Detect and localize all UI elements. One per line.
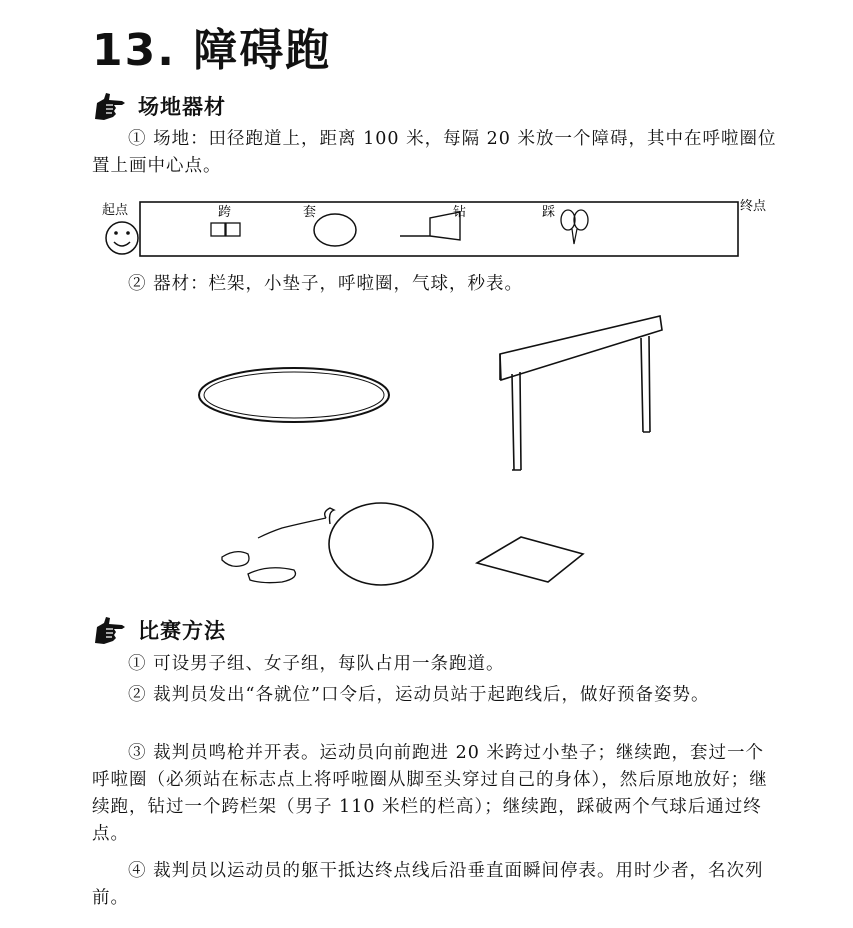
start-label: 起点 bbox=[102, 203, 129, 218]
pointing-hand-icon bbox=[92, 613, 130, 647]
section-heading-label: 场地器材 bbox=[138, 95, 226, 119]
hoop-obstacle-icon bbox=[314, 214, 356, 246]
balloons-illustration bbox=[222, 503, 433, 585]
rule-item-2: ② 裁判员发出“各就位”口令后，运动员站于起跑线后，做好预备姿势。 bbox=[128, 685, 710, 705]
venue-paragraph: ① 场地：田径跑道上，距离 100 米，每隔 20 米放一个障碍，其中在呼啦圈位置上画中心点。 bbox=[92, 129, 777, 176]
rule-item-4: ④ 裁判员以运动员的躯干抵达终点线后沿垂直面瞬间停表。用时少者，名次列前。 bbox=[92, 861, 764, 908]
balloons-obstacle-icon bbox=[561, 210, 588, 244]
section-heading-label: 比赛方法 bbox=[138, 619, 226, 643]
hurdle-illustration bbox=[500, 316, 662, 470]
section-heading-equipment bbox=[92, 88, 226, 124]
track-diagram bbox=[100, 196, 780, 264]
hula-hoop-illustration bbox=[199, 368, 389, 422]
hurdle-obstacle-icon bbox=[400, 212, 460, 240]
obstacle-label-jump: 跨 bbox=[218, 205, 232, 220]
obstacle-label-step: 踩 bbox=[542, 205, 556, 220]
equipment-paragraph: ② 器材：栏架，小垫子，呼啦圈，气球，秒表。 bbox=[128, 274, 524, 294]
section-heading-rules bbox=[92, 612, 226, 648]
equipment-illustration bbox=[190, 312, 670, 592]
obstacle-label-hoop: 套 bbox=[303, 205, 317, 220]
rule-item-3: ③ 裁判员鸣枪并开表。运动员向前跑进 20 米跨过小垫子；继续跑，套过一个呼啦圈（必须站在标志点上将呼啦圈从脚至头穿过自己的身体），然后原地放好；继续跑，钻过一个跨栏架（男子 110 米栏的栏高）；继续跑，踩破两个气球后通过终点。 bbox=[92, 743, 768, 844]
rule-item-1: ① 可设男子组、女子组，每队占用一条跑道。 bbox=[128, 654, 505, 674]
mat-illustration bbox=[477, 537, 583, 582]
mat-obstacle-icon bbox=[211, 223, 240, 236]
obstacle-label-crawl: 钻 bbox=[453, 205, 467, 220]
smiley-face-icon bbox=[106, 222, 138, 254]
pointing-hand-icon bbox=[92, 89, 130, 123]
page-title: 13. 障碍跑 bbox=[92, 25, 332, 76]
end-label: 终点 bbox=[740, 199, 767, 214]
